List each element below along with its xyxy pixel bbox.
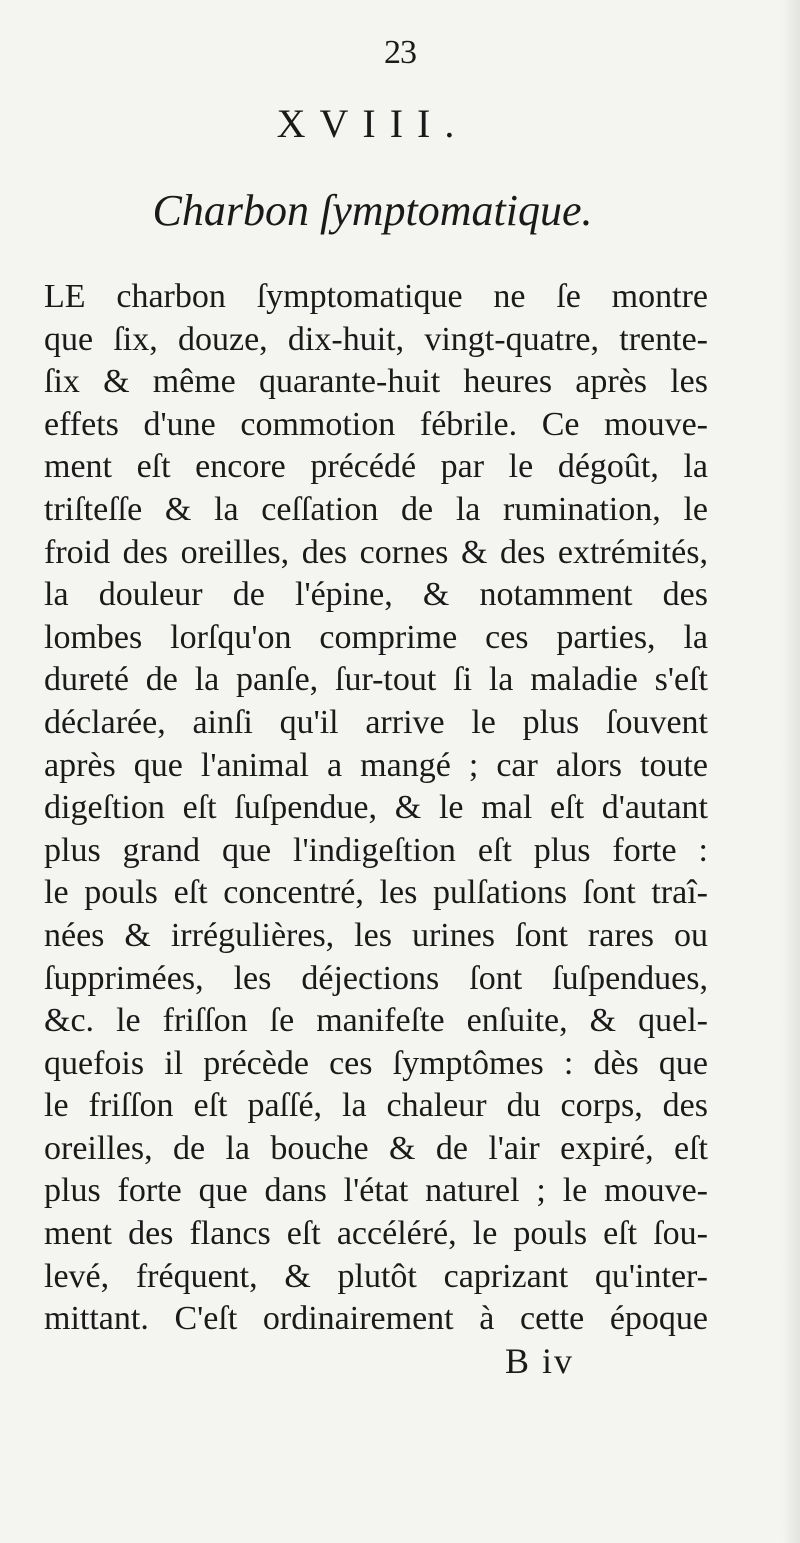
- text-line: ſupprimées, les déjections ſont ſuſpendues,: [44, 959, 708, 997]
- text-line: oreilles, de la bouche & de l'air expiré, eſt: [44, 1129, 708, 1167]
- text-line: triſteſſe & la ceſſation de la rumination, le: [44, 490, 708, 528]
- page-number: 23: [384, 34, 416, 71]
- text-line: le pouls eſt concentré, les pulſations ſont traî-: [44, 874, 708, 912]
- text-line: lombes lorſqu'on comprime ces parties, la: [44, 618, 708, 656]
- page-edge-shadow: [782, 0, 800, 1543]
- text-line: digeſtion eſt ſuſpendue, & le mal eſt d'autant: [44, 789, 708, 827]
- text-line: quefois il précède ces ſymptômes : dès que: [44, 1044, 708, 1082]
- text-line: déclarée, ainſi qu'il arrive le plus ſouvent: [44, 703, 708, 741]
- text-line: que ſix, douze, dix-huit, vingt-quatre, trente-: [44, 320, 708, 358]
- text-line: mittant. C'eſt ordinairement à cette époque: [44, 1300, 708, 1338]
- section-title: Charbon ſymptomatique.: [152, 186, 593, 235]
- text-line: plus grand que l'indigeſtion eſt plus forte :: [44, 831, 708, 869]
- text-line: ment eſt encore précédé par le dégoût, la: [44, 448, 708, 486]
- text-line: après que l'animal a mangé ; car alors toute: [44, 746, 708, 784]
- text-line: &c. le friſſon ſe manifeſte enſuite, & quel-: [44, 1002, 708, 1040]
- text-line: froid des oreilles, des cornes & des extrémités,: [44, 533, 708, 571]
- text-line: levé, fréquent, & plutôt caprizant qu'inter-: [44, 1257, 708, 1295]
- text-line: dureté de la panſe, ſur-tout ſi la maladie s'eſt: [44, 661, 708, 699]
- text-line: ment des flancs eſt accéléré, le pouls eſt ſou-: [44, 1215, 708, 1253]
- text-line: nées & irrégulières, les urines ſont rares ou: [44, 916, 708, 954]
- text-line: le friſſon eſt paſſé, la chaleur du corps, des: [44, 1087, 708, 1125]
- body-text: [44, 276, 708, 1341]
- text-line: plus forte que dans l'état naturel ; le mouve-: [44, 1172, 708, 1210]
- text-line: ſix & même quarante-huit heures après les: [44, 363, 708, 401]
- section-numeral: XVIII.: [276, 101, 469, 146]
- text-line: effets d'une commotion fébrile. Ce mouve-: [44, 405, 708, 443]
- text-line: LE charbon ſymptomatique ne ſe montre: [44, 278, 708, 315]
- text-line: la douleur de l'épine, & notamment des: [44, 576, 708, 614]
- signature-mark: B iv: [505, 1341, 575, 1381]
